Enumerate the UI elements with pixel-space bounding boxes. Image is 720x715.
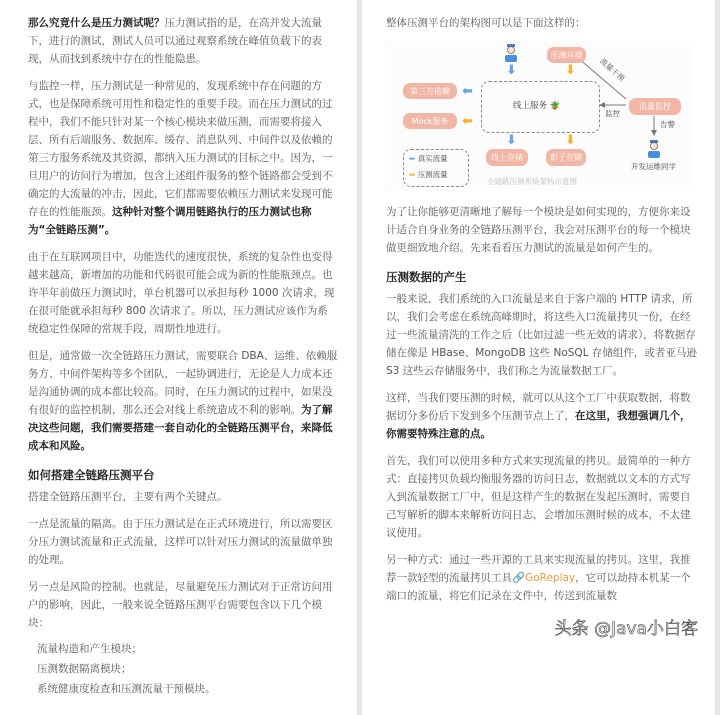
watermark: 头条 @Java小白客 [554, 619, 698, 639]
arrow-down-icon: ⬇ [565, 63, 576, 78]
list-item: 流量构造和产生模块； [37, 643, 142, 655]
paragraph: 搭建全链路压测平台，主要有两个关键点。 [28, 491, 228, 503]
paragraph: 另一点是风险的控制。也就是，尽量避免压力测试对于正常访问用户的影响，因此，一般来说全链路压测平台需要包含以下几个模块： [28, 581, 333, 629]
legend-test: ⬅ 压测流量 [409, 170, 448, 179]
paragraph: 一点是流量的隔离。由于压力测试是在正式环境进行，所以需要区分压力测试流量和正式流量，这样可以针对压力测试的流量做单独的处理。 [28, 518, 333, 566]
box-online-storage: 线上存储 [486, 149, 528, 166]
legend-real: ⬅ 真实流量 [409, 154, 448, 163]
ops-person-icon [647, 140, 661, 158]
section-heading: 如何搭建全链路压测平台 [28, 468, 155, 482]
paragraph: 那么究竟什么是压力测试呢？压力测试指的是，在高并发大流量下，进行的测试，测试人员可以通过观察系统在峰值负载下的表现，从而找到系统中存在的性能隐患。 [28, 17, 322, 65]
paragraph: 但是，通常做一次全链路压力测试，需要联合 DBA、运维、依赖服务方、中间件架构等多个团队，一起协调进行，无论是人力成本还是沟通协调的成本都比较高。同时，在压力测试的过程中，如果没有很好的监控机制，那么还会对线上系统造成不利的影响。为了解决这些问题，我们需要搭建一套自动化的全链路压测平台，来降低成本和风险。 [28, 350, 338, 452]
arrow-left-icon: ⬅ [409, 154, 416, 163]
list-item: 系统健康度检查和压测流量干预模块。 [37, 683, 216, 695]
box-traffic-monitor: 流量监控 [629, 98, 681, 115]
box-test-env: 压测环境 [547, 47, 586, 63]
paragraph: 由于在互联网项目中，功能迭代的速度很快，系统的复杂性也变得越来越高，新增加的功能和代码很可能会成为新的性能瓶颈点。也许半年前做压力测试时，单台机器可以承担每秒 1000 次请求，现在很可能就承担每秒 800 次请求了。所以，压力测试应该作为系统稳定性保障的常规手段，周期性地进行。 [28, 251, 335, 335]
section-heading: 压测数据的产生 [386, 270, 467, 284]
monitor-label: 监控 [605, 109, 620, 118]
plant-icon: 🪴 [549, 101, 561, 111]
arrow-left-icon: ⬅ [409, 170, 416, 179]
box-third-party: 第三方依赖 [403, 83, 457, 99]
user-icon [504, 44, 518, 62]
paragraph: 整体压测平台的架构图可以是下面这样的： [386, 17, 586, 29]
goreplay-link[interactable]: 🔗GoReplay [512, 572, 576, 584]
ops-label: 开发运维同学 [631, 162, 676, 171]
paragraph: 与监控一样，压力测试是一种常见的，发现系统中存在问题的方式，也是保障系统可用性和稳定性的重要手段。而在压力测试的过程中，我们不能只针对某一个核心模块来做压测，而需要将接入层、所有后端服务、数据库、缓存、消息队列、中间件以及依赖的第三方服务系统及其资源，都纳入压力测试的目标之中。因为，一旦用户的访问行为增加，包含上述组件服务的整个链路都会受到不确定的大流量的冲击，因此，它们都需要依赖压力测试来发现可能存在的性能瓶颈。这种针对整个调用链路执行的压力测试也称为“全链路压测”。 [28, 80, 333, 236]
arrow-down-icon: ⬇ [565, 133, 576, 148]
arrow-down-icon: ⬇ [506, 63, 517, 78]
paragraph: 为了让你能够更清晰地了解每一个模块是如何实现的，方便你来设计适合自身业务的全链路压测平台，我会对压测平台的每一个模块做更细致地介绍。先来看看压力测试的流量是如何产生的。 [386, 206, 691, 254]
paragraph: 一般来说，我们系统的入口流量是来自于客户端的 HTTP 请求，所以，我们会考虑在系统高峰期时，将这些入口流量拷贝一份，在经过一些流量清洗的工作之后（比如过滤一些无效的请求），将数据存储在像是 HBase、MongoDB 这些 NoSQL 存储组件，或者亚马逊 S3 这些云存储服务中，我们称之为流量数据工厂。 [386, 293, 697, 377]
intervene-label: 流量干预 [598, 56, 627, 84]
arrow-down-icon: ⬇ [506, 133, 517, 148]
arrow-left-icon: ⬅ [462, 114, 473, 129]
box-mock: Mock服务 [403, 113, 457, 129]
diagram-caption: 全链路压测系统架构示意图 [487, 177, 577, 186]
architecture-diagram [385, 41, 690, 191]
list-item: 压测数据隔离模块； [37, 663, 132, 675]
alarm-label: 告警 [660, 120, 675, 129]
paragraph: 首先，我们可以使用多种方式来实现流量的拷贝。最简单的一种方式：直接拷贝负载均衡服务器的访问日志，数据就以文本的方式写入到流量数据工厂中，但是这样产生的数据在发起压测时，需要自己写解析的脚本来解析访问日志，会增加压测时候的成本，不太建议使用。 [386, 455, 691, 539]
online-service-label: 线上服务 🪴 [513, 101, 561, 111]
legend [403, 149, 469, 187]
arrow-left-icon: ⬅ [462, 84, 473, 99]
right-page [362, 0, 715, 715]
paragraph: 另一种方式：通过一些开源的工具来实现流量的拷贝。这里，我推荐一款轻型的流量拷贝工具🔗GoReplay，它可以劫持本机某一个端口的流量，将它们记录在文件中，传送到流量数 [386, 554, 691, 602]
box-shadow-storage: 影子存储 [546, 149, 586, 166]
paragraph: 这样，当我们要压测的时候，就可以从这个工厂中获取数据，将数据切分多份后下发到多个压测节点上了，在这里，我想强调几个，你需要特殊注意的点。 [386, 392, 691, 440]
left-page [0, 0, 357, 715]
